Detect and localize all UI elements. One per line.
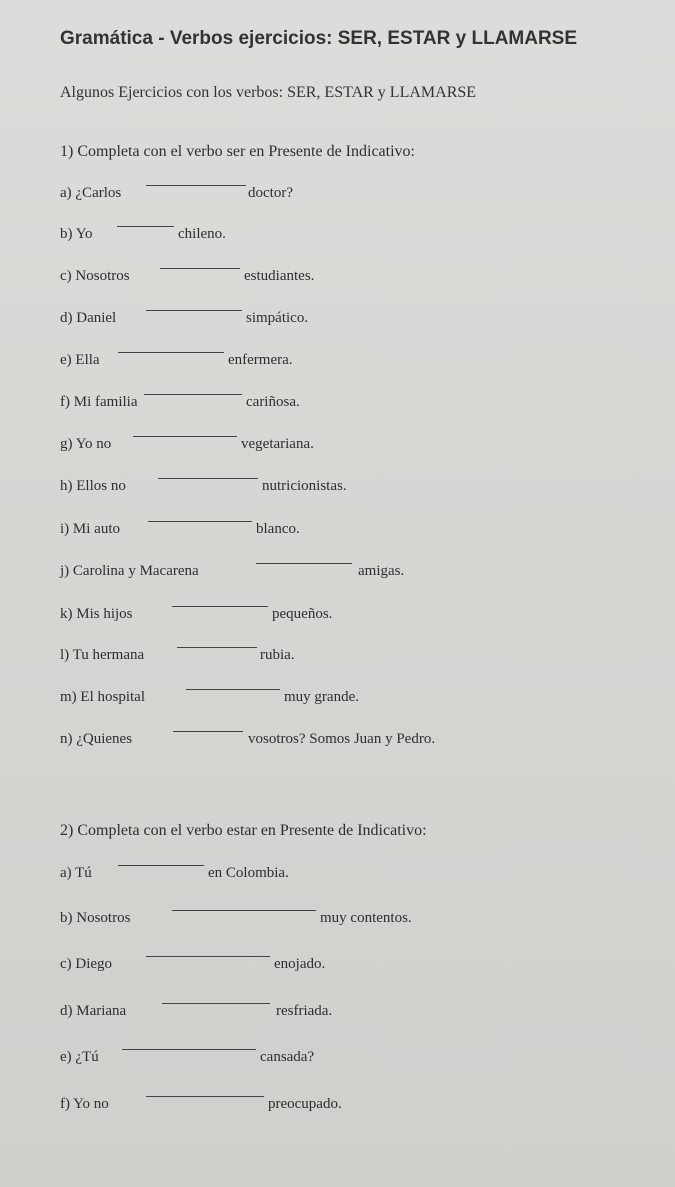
worksheet-subtitle: Algunos Ejercicios con los verbos: SER, ESTAR y LLAMARSE <box>60 84 477 101</box>
exercise-1e-blank <box>118 352 224 353</box>
exercise-2a-prompt: a) Tú <box>60 865 92 881</box>
exercise-1f-ending: cariñosa. <box>246 394 300 410</box>
exercise-1k-ending: pequeños. <box>272 606 333 622</box>
exercise-1i-prompt: i) Mi auto <box>60 521 120 537</box>
exercise-2e-ending: cansada? <box>260 1049 315 1065</box>
section-2-heading: 2) Completa con el verbo estar en Presente de Indicativo: <box>60 822 427 839</box>
exercise-1a-blank <box>146 185 246 186</box>
exercise-1e-ending: enfermera. <box>228 352 293 368</box>
exercise-1d-ending: simpático. <box>246 310 309 326</box>
exercise-1n-ending: vosotros? Somos Juan y Pedro. <box>248 731 436 747</box>
exercise-1l-ending: rubia. <box>260 647 295 663</box>
exercise-1g-ending: vegetariana. <box>241 436 314 452</box>
exercise-1l-prompt: l) Tu hermana <box>60 647 145 663</box>
exercise-2d-ending: resfriada. <box>276 1003 333 1019</box>
exercise-1a-prompt: a) ¿Carlos <box>60 185 122 201</box>
exercise-1c-blank <box>160 268 240 269</box>
exercise-1j-blank <box>256 563 352 564</box>
exercise-2c-blank <box>146 956 270 957</box>
exercise-1m-blank <box>186 689 280 690</box>
exercise-1n-prompt: n) ¿Quienes <box>60 731 133 747</box>
exercise-2c-prompt: c) Diego <box>60 956 113 972</box>
exercise-2e-prompt: e) ¿Tú <box>60 1049 99 1065</box>
exercise-1c-prompt: c) Nosotros <box>60 268 130 284</box>
exercise-1k-prompt: k) Mis hijos <box>60 606 133 622</box>
exercise-2b-blank <box>172 910 316 911</box>
exercise-1b-blank <box>117 226 174 227</box>
exercise-1c-ending: estudiantes. <box>244 268 315 284</box>
exercise-1d-blank <box>146 310 242 311</box>
exercise-1g-blank <box>133 436 237 437</box>
exercise-1j-ending: amigas. <box>358 563 405 579</box>
exercise-1a-ending: doctor? <box>248 185 293 201</box>
exercise-2a-blank <box>118 865 204 866</box>
exercise-2f-prompt: f) Yo no <box>60 1096 109 1112</box>
exercise-1h-blank <box>158 478 258 479</box>
exercise-1k-blank <box>172 606 268 607</box>
exercise-2d-prompt: d) Mariana <box>60 1003 127 1019</box>
exercise-1d-prompt: d) Daniel <box>60 310 117 326</box>
exercise-1m-prompt: m) El hospital <box>60 689 145 705</box>
exercise-1h-prompt: h) Ellos no <box>60 478 126 494</box>
exercise-2b-ending: muy contentos. <box>320 910 412 926</box>
exercise-1f-blank <box>144 394 242 395</box>
exercise-2b-prompt: b) Nosotros <box>60 910 131 926</box>
exercise-2f-blank <box>146 1096 264 1097</box>
exercise-2a-ending: en Colombia. <box>208 865 289 881</box>
exercise-1h-ending: nutricionistas. <box>262 478 347 494</box>
exercise-1j-prompt: j) Carolina y Macarena <box>60 563 199 579</box>
exercise-1m-ending: muy grande. <box>284 689 359 705</box>
exercise-2e-blank <box>122 1049 256 1050</box>
exercise-1f-prompt: f) Mi familia <box>60 394 138 410</box>
exercise-1n-blank <box>173 731 243 732</box>
exercise-1e-prompt: e) Ella <box>60 352 100 368</box>
section-1-heading: 1) Completa con el verbo ser en Presente de Indicativo: <box>60 143 415 160</box>
exercise-1b-prompt: b) Yo <box>60 226 93 242</box>
exercise-1l-blank <box>177 647 257 648</box>
exercise-1g-prompt: g) Yo no <box>60 436 112 452</box>
worksheet-title: Gramática - Verbos ejercicios: SER, ESTAR y LLAMARSE <box>60 28 578 49</box>
exercise-2c-ending: enojado. <box>274 956 326 972</box>
exercise-1i-ending: blanco. <box>256 521 300 537</box>
exercise-2f-ending: preocupado. <box>268 1096 342 1112</box>
exercise-1b-ending: chileno. <box>178 226 226 242</box>
exercise-2d-blank <box>162 1003 270 1004</box>
exercise-1i-blank <box>148 521 252 522</box>
